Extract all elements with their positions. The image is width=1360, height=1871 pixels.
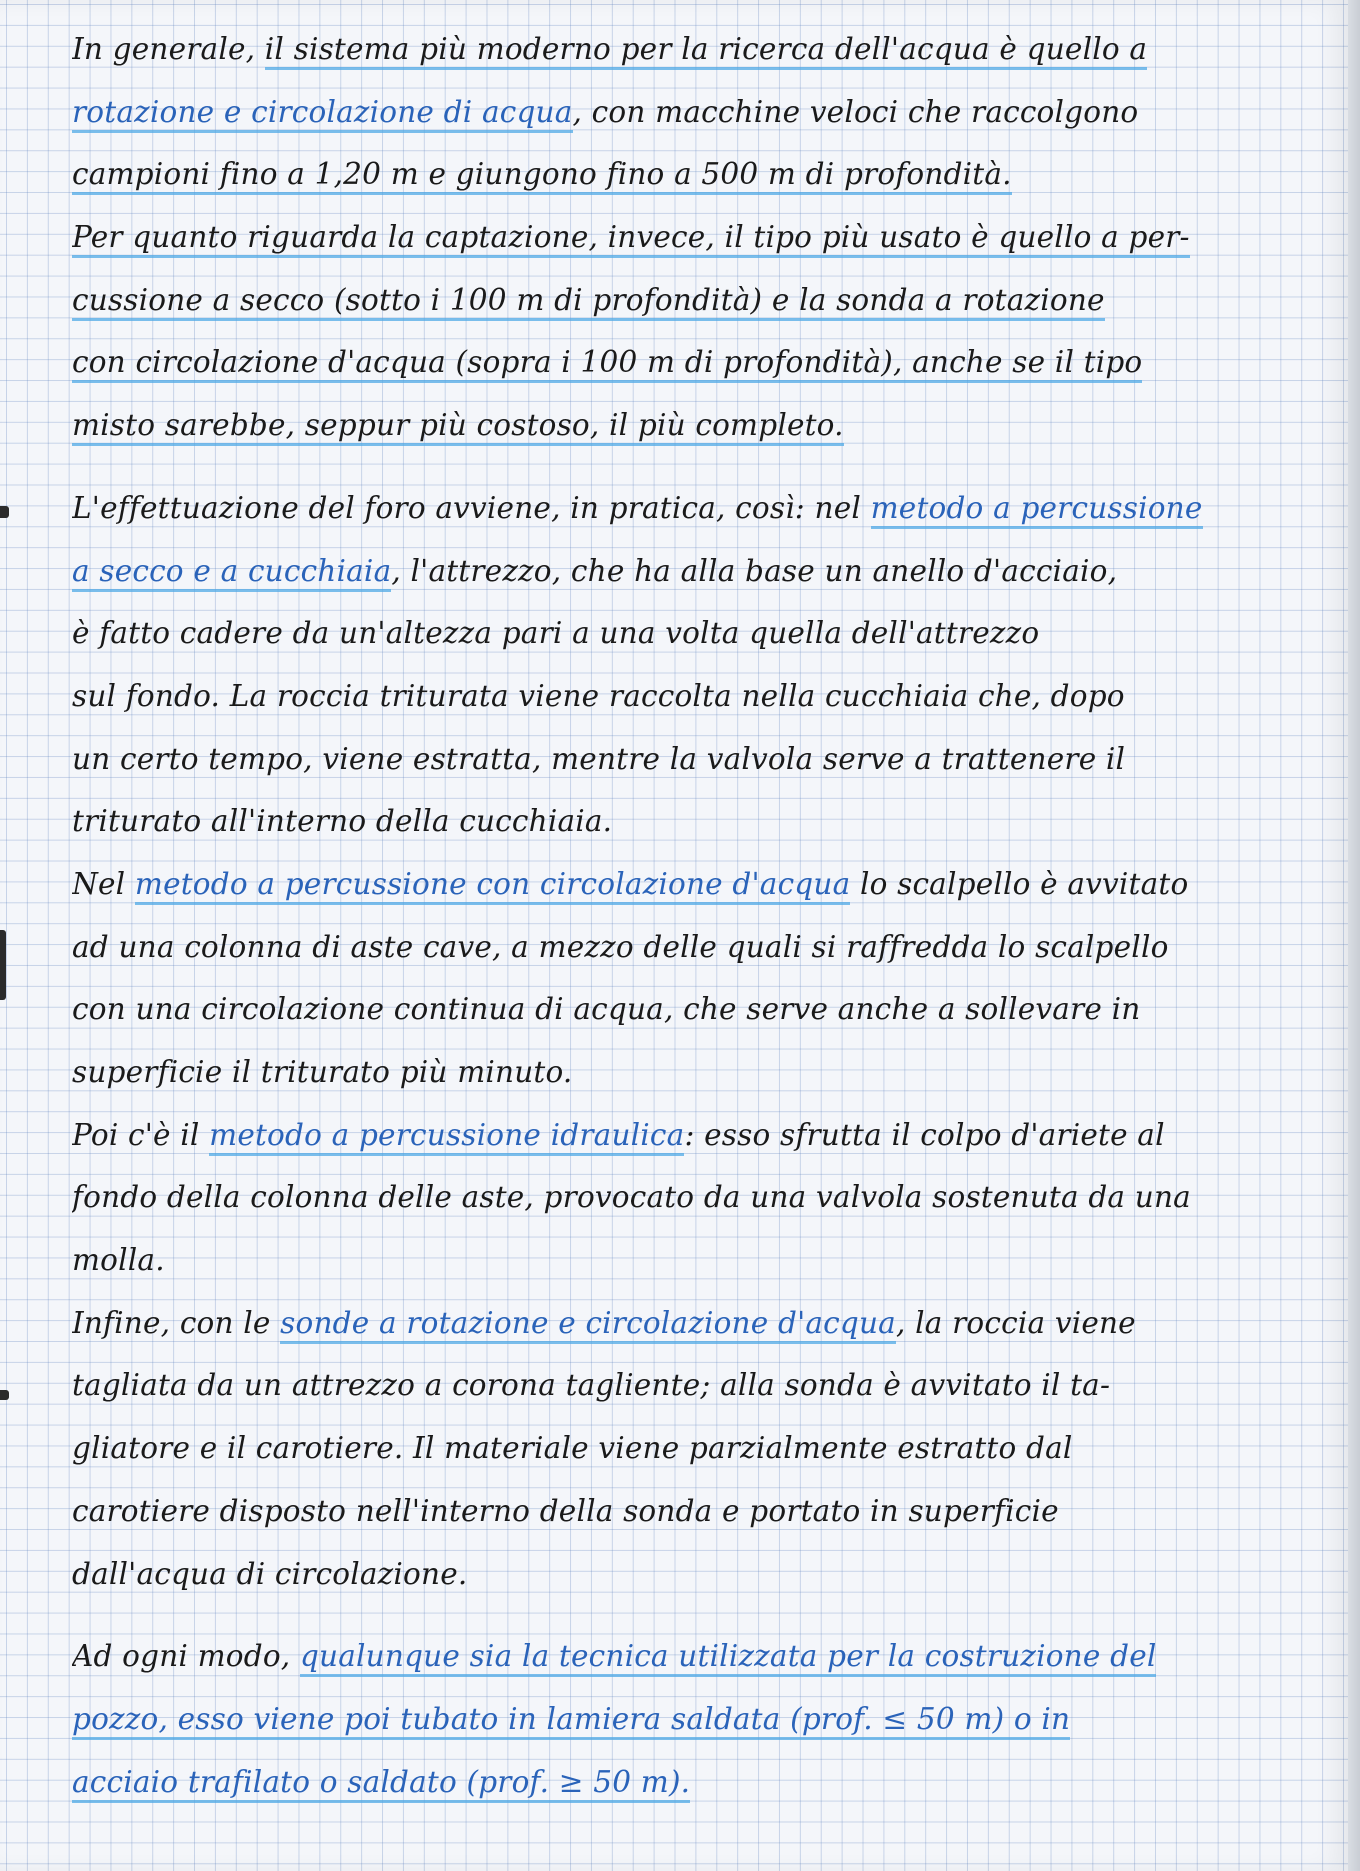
text-segment: tagliata da un attrezzo a corona tagliente; alla sonda è avvitato il ta- [72, 1368, 1111, 1403]
underlined-text: con circolazione d'acqua (sopra i 100 m di profondità), anche se il tipo [72, 345, 1142, 383]
text-line [72, 206, 1316, 269]
text-segment: con una circolazione continua di acqua, che serve anche a sollevare in [72, 992, 1141, 1027]
underlined-text: Per quanto riguarda la captazione, invece, il tipo più usato è quello a per- [72, 220, 1190, 258]
text-line [72, 1480, 1316, 1543]
text-segment: un certo tempo, viene estratta, mentre la valvola serve a trattenere il [72, 741, 1126, 776]
handwritten-text [72, 18, 1316, 1813]
text-segment: In generale, [72, 32, 265, 66]
text-segment: lo scalpello è avvitato [850, 866, 1189, 901]
highlighted-term: acciaio trafilato o saldato (prof. ≥ 50 m). [72, 1765, 690, 1803]
text-line [72, 978, 1316, 1041]
text-segment: Infine, con le [72, 1305, 281, 1340]
text-segment: dall'acqua di circolazione. [72, 1556, 468, 1591]
page-edge [1348, 0, 1360, 1871]
text-line [72, 1688, 1316, 1751]
highlighted-term: rotazione e circolazione di acqua [72, 95, 573, 133]
text-segment: sul fondo. La roccia triturata viene raccolta nella cucchiaia che, dopo [72, 678, 1125, 713]
text-line [72, 602, 1316, 665]
text-line [72, 331, 1316, 394]
highlighted-term: a secco e a cucchiaia [72, 554, 391, 592]
text-line [72, 665, 1316, 728]
text-line [72, 477, 1316, 540]
text-line [72, 790, 1316, 853]
highlighted-term: qualunque sia la tecnica utilizzata per la costruzione del [300, 1639, 1157, 1677]
text-segment: : esso sfrutta il colpo d'ariete al [684, 1117, 1165, 1152]
text-segment: molla. [72, 1243, 165, 1278]
text-line [72, 1417, 1316, 1480]
underlined-text: misto sarebbe, seppur più costoso, il più completo. [72, 408, 844, 446]
text-segment: , con macchine veloci che raccolgono [572, 94, 1139, 129]
text-line [72, 1166, 1316, 1229]
text-line [72, 1543, 1316, 1606]
text-line [72, 1292, 1316, 1355]
text-segment: Nel [72, 866, 135, 901]
text-line [72, 81, 1316, 144]
highlighted-term: sonde a rotazione e circolazione d'acqua [280, 1306, 896, 1344]
text-segment: L'effettuazione del foro avviene, in pratica, così: nel [72, 490, 871, 525]
text-line [72, 728, 1316, 791]
binding-mark [0, 1390, 9, 1400]
highlighted-term: metodo a percussione idraulica [209, 1118, 684, 1156]
highlighted-term: pozzo, esso viene poi tubato in lamiera saldata (prof. ≤ 50 m) o in [72, 1702, 1070, 1740]
underlined-text: il sistema più moderno per la ricerca dell'acqua è quello a [265, 32, 1147, 70]
binding-mark [0, 930, 6, 1000]
text-segment: Ad ogni modo, [72, 1639, 300, 1674]
text-segment: fondo della colonna delle aste, provocato da una valvola sostenuta da una [72, 1180, 1191, 1215]
text-line [72, 1104, 1316, 1167]
underlined-text: campioni fino a 1,20 m e giungono fino a 500 m di profondità. [72, 157, 1012, 195]
text-segment: , la roccia viene [895, 1305, 1136, 1340]
text-line [72, 853, 1316, 916]
text-line [72, 18, 1316, 81]
underlined-text: cussione a secco (sotto i 100 m di profondità) e la sonda a rotazione [72, 283, 1105, 321]
text-segment: triturato all'interno della cucchiaia. [72, 804, 613, 839]
text-line [72, 540, 1316, 603]
text-line [72, 1751, 1316, 1814]
text-line [72, 394, 1316, 457]
text-segment: carotiere disposto nell'interno della sonda e portato in superficie [72, 1493, 1059, 1528]
text-line [72, 916, 1316, 979]
highlighted-term: metodo a percussione [871, 491, 1203, 529]
text-line [72, 1041, 1316, 1104]
text-segment: gliatore e il carotiere. Il materiale viene parzialmente estratto dal [72, 1431, 1073, 1466]
text-line [72, 143, 1316, 206]
text-segment: ad una colonna di aste cave, a mezzo delle quali si raffredda lo scalpello [72, 929, 1169, 964]
text-segment: Poi c'è il [72, 1117, 210, 1152]
text-segment: superficie il triturato più minuto. [72, 1055, 573, 1089]
text-line [72, 1354, 1316, 1417]
text-line [72, 1229, 1316, 1292]
text-segment: è fatto cadere da un'altezza pari a una volta quella dell'attrezzo [72, 616, 1040, 651]
text-line [72, 1625, 1316, 1688]
highlighted-term: metodo a percussione con circolazione d'acqua [135, 867, 850, 905]
text-segment: , l'attrezzo, che ha alla base un anello d'acciaio, [391, 553, 1118, 588]
paragraph-gap [72, 1605, 1316, 1625]
binding-mark [0, 506, 9, 518]
text-line [72, 269, 1316, 332]
paragraph-gap [72, 457, 1316, 477]
